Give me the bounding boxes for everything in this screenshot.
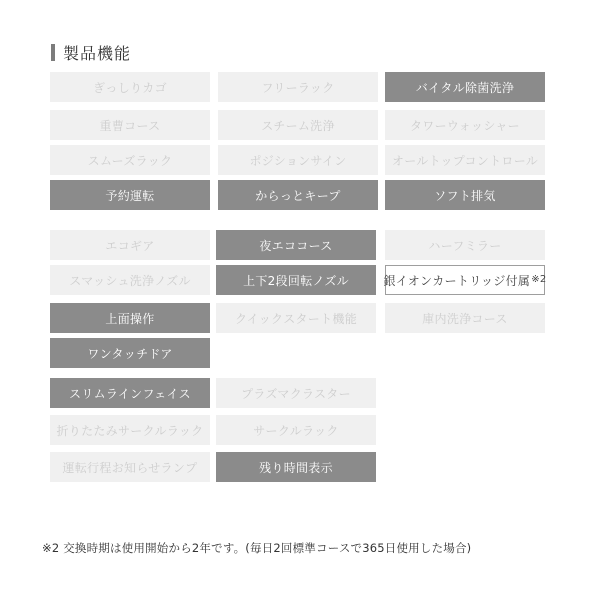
feature-tower-washer: タワーウォッシャー <box>385 110 545 140</box>
feature-quick-start: クイックスタート機能 <box>216 303 376 333</box>
feature-gisshiri-kago: ぎっしりカゴ <box>50 72 210 102</box>
section-title: 製品機能 <box>63 43 132 63</box>
feature-circle-rack: サークルラック <box>216 415 376 445</box>
feature-folding-circle-rack: 折りたたみサークルラック <box>50 415 210 445</box>
feature-karatto-keep: からっとキープ <box>218 180 378 210</box>
feature-smooth-rack: スムーズラック <box>50 145 210 175</box>
feature-position-sign: ポジションサイン <box>218 145 378 175</box>
feature-remaining-time-display: 残り時間表示 <box>216 452 376 482</box>
feature-timer-operation: 予約運転 <box>50 180 210 210</box>
feature-plasmacluster: プラズマクラスター <box>216 378 376 408</box>
feature-free-rack: フリーラック <box>218 72 378 102</box>
feature-vital-sterilize-wash: バイタル除菌洗浄 <box>385 72 545 102</box>
feature-progress-lamp: 運転行程お知らせランプ <box>50 452 210 482</box>
feature-interior-clean-course: 庫内洗浄コース <box>385 303 545 333</box>
feature-half-mirror: ハーフミラー <box>385 230 545 260</box>
feature-smash-wash-nozzle: スマッシュ洗浄ノズル <box>50 265 210 295</box>
feature-soft-exhaust: ソフト排気 <box>385 180 545 210</box>
feature-all-top-control: オールトップコントロール <box>385 145 545 175</box>
feature-night-eco-course: 夜エココース <box>216 230 376 260</box>
feature-one-touch-door: ワンタッチドア <box>50 338 210 368</box>
feature-silver-ion-cartridge: 銀イオンカートリッジ付属 ※2 <box>385 265 545 295</box>
feature-baking-soda-course: 重曹コース <box>50 110 210 140</box>
feature-steam-wash: スチーム洗浄 <box>218 110 378 140</box>
feature-eco-gear: エコギア <box>50 230 210 260</box>
feature-top-operation: 上面操作 <box>50 303 210 333</box>
silver-ion-label: 銀イオンカートリッジ付属 <box>383 273 531 288</box>
feature-slim-line-face: スリムラインフェイス <box>50 378 210 408</box>
footnote: ※2 交換時期は使用開始から2年です。(毎日2回標準コースで365日使用した場合) <box>42 541 472 555</box>
feature-two-tier-rotating-nozzle: 上下2段回転ノズル <box>216 265 376 295</box>
